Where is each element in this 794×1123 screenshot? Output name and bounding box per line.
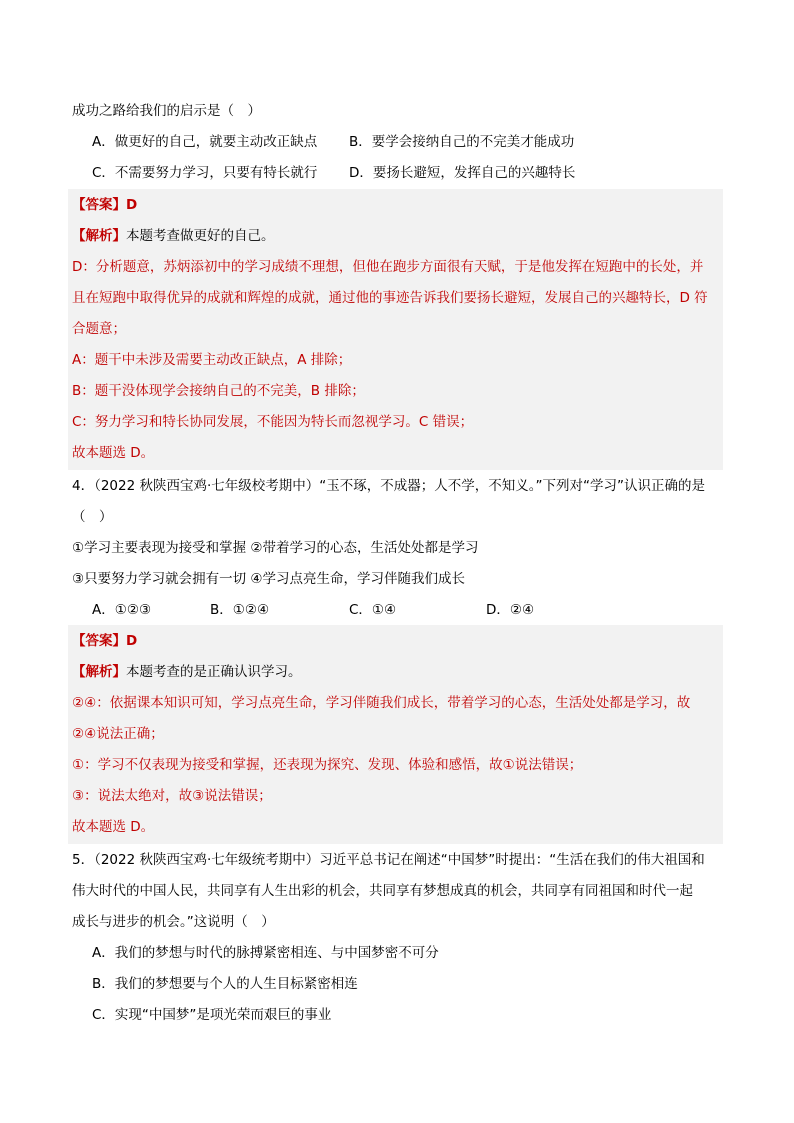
q5-option-a: A．我们的梦想与时代的脉搏紧密相连、与中国梦密不可分 [92, 945, 439, 961]
q5-stem-line2: 伟大时代的中国人民，共同享有人生出彩的机会，共同享有梦想成真的机会，共同享有同祖国和时代一起 [72, 883, 693, 899]
q4-option-a: A．①②③ [92, 602, 152, 618]
q4-analysis-3: ③：说法太绝对，故③说法错误； [72, 788, 272, 804]
q4-answer-panel [68, 625, 723, 844]
q3-analysis-d-line1: D：分析题意，苏炳添初中的学习成绩不理想，但他在跑步方面很有天赋，于是他发挥在短跑中的长处，并 [72, 259, 704, 275]
analysis-tag: 【解析】 [72, 664, 126, 680]
q3-option-c: C．不需要努力学习，只要有特长就行 [92, 165, 318, 181]
q3-option-d: D．要扬长避短，发挥自己的兴趣特长 [349, 165, 576, 181]
q3-analysis [72, 226, 275, 246]
answer-value: D [126, 633, 138, 649]
q4-stem-line2: （ ） [72, 509, 113, 525]
answer-tag: 【答案】 [72, 197, 126, 213]
q4-analysis-24-line1: ②④：依据课本知识可知，学习点亮生命，学习伴随我们成长，带着学习的心态，生活处处都是学习，故 [72, 695, 691, 711]
q4-option-c: C．①④ [349, 602, 397, 618]
q4-analysis [72, 662, 302, 682]
q5-option-c: C．实现“中国梦”是项光荣而艰巨的事业 [92, 1007, 332, 1023]
q4-answer [72, 631, 137, 651]
q5-stem-line3: 成长与进步的机会。”这说明（ ） [72, 914, 275, 930]
q3-analysis-b: B：题干没体现学会接纳自己的不完美，B 排除； [72, 383, 365, 399]
q3-stem-tail: 成功之路给我们的启示是（ ） [72, 103, 261, 119]
analysis-intro: 本题考查做更好的自己。 [126, 228, 275, 244]
q4-statements-1: ①学习主要表现为接受和掌握 ②带着学习的心态，生活处处都是学习 [72, 540, 479, 556]
q3-option-a: A．做更好的自己，就要主动改正缺点 [92, 134, 318, 150]
q5-stem-line1: 5．（2022 秋陕西宝鸡·七年级统考期中）习近平总书记在阐述“中国梦”时提出：“生活在我们的伟大祖国和 [72, 852, 705, 868]
q4-stem-line1: 4．（2022 秋陕西宝鸡·七年级校考期中）“玉不琢，不成器；人不学，不知义。”下列对“学习”认识正确的是 [72, 478, 706, 494]
q3-answer [72, 195, 137, 215]
answer-value: D [126, 197, 138, 213]
q4-conclusion: 故本题选 D。 [72, 819, 155, 835]
q3-analysis-d-line2: 且在短跑中取得优异的成就和辉煌的成就，通过他的事迹告诉我们要扬长避短，发展自己的兴趣特长，D 符 [72, 290, 708, 306]
q4-option-b: B．①②④ [210, 602, 270, 618]
answer-tag: 【答案】 [72, 633, 126, 649]
q4-analysis-24-line2: ②④说法正确； [72, 726, 164, 742]
q4-statements-2: ③只要努力学习就会拥有一切 ④学习点亮生命，学习伴随我们成长 [72, 571, 465, 587]
q3-option-b: B．要学会接纳自己的不完美才能成功 [349, 134, 575, 150]
q3-analysis-a: A：题干中未涉及需要主动改正缺点，A 排除； [72, 352, 352, 368]
q3-conclusion: 故本题选 D。 [72, 445, 155, 461]
q3-analysis-c: C：努力学习和特长协同发展，不能因为特长而忽视学习。C 错误； [72, 414, 474, 430]
analysis-intro: 本题考查的是正确认识学习。 [126, 664, 302, 680]
q4-analysis-1: ①：学习不仅表现为接受和掌握，还表现为探究、发现、体验和感悟，故①说法错误； [72, 757, 583, 773]
q4-option-d: D．②④ [486, 602, 535, 618]
q3-analysis-d-line3: 合题意； [72, 321, 126, 337]
analysis-tag: 【解析】 [72, 228, 126, 244]
q5-option-b: B．我们的梦想要与个人的人生目标紧密相连 [92, 976, 358, 992]
